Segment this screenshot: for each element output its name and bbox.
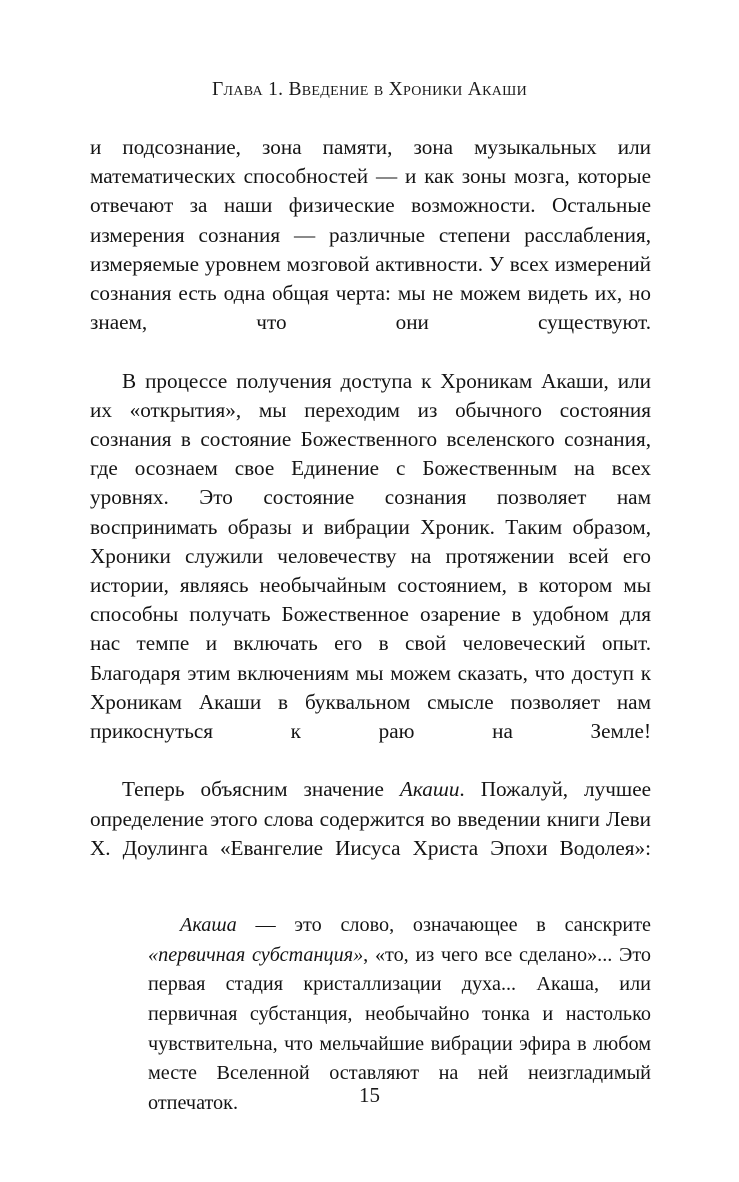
italic-run: «первичная субстанция» (148, 943, 364, 966)
paragraph-2: В процессе получения доступа к Хроникам Акаши, или их «открытия», мы переходим из обычного состояния сознания в состояние Божественного вселенского сознания, где осознаем свое Единение с Божественным на всех уровнях. Это состояние сознания позволяет нам воспринимать образы и вибрации Хроник. Таким образом, Хроники служили человечеству на протяжении всей его истории, являясь необычайным состоянием, в котором мы способны получать Божественное озарение в удобном для нас темпе и включать его в свой человеческий опыт. Благодаря этим включениям мы можем сказать, что доступ к Хроникам Акаши в буквальном смысле позволяет нам прикоснуться к раю на Земле! (90, 368, 651, 744)
quotation-block (148, 911, 651, 1148)
page-number: 15 (359, 1083, 380, 1107)
body-text-block (90, 133, 651, 1148)
italic-run: Акаша (180, 914, 237, 937)
quote-paragraph-1: Акаша — это слово, означающее в санскрите «первичная субстанция», «то, из чего все сделано»... Это первая стадия кристаллизации духа... Акаша, или первичная субстанция, необычайно тонка и настолько чувствительна, что мельчайшие вибрации эфира в любом месте Вселенной оставляют на ней неизгладимый отпечаток. (148, 914, 651, 1114)
running-head: Глава 1. Введение в Хроники Акаши (211, 79, 528, 100)
paragraph-1: и подсознание, зона памяти, зона музыкальных или математических способностей — и как зоны мозга, которые отвечают за наши физические возможности. Остальные измерения сознания — различные степени расслабления, измеряемые уровнем мозговой активности. У всех измерений сознания есть одна общая черта: мы не можем видеть их, но знаем, что они существуют. (90, 135, 651, 335)
paragraph-3: Теперь объясним значение Акаши. Пожалуй, лучшее определение этого слова содержится во введении книги Леви Х. Доулинга «Евангелие Иисуса Христа Эпохи Водолея»: (90, 777, 652, 860)
italic-run: Акаши (399, 777, 460, 802)
